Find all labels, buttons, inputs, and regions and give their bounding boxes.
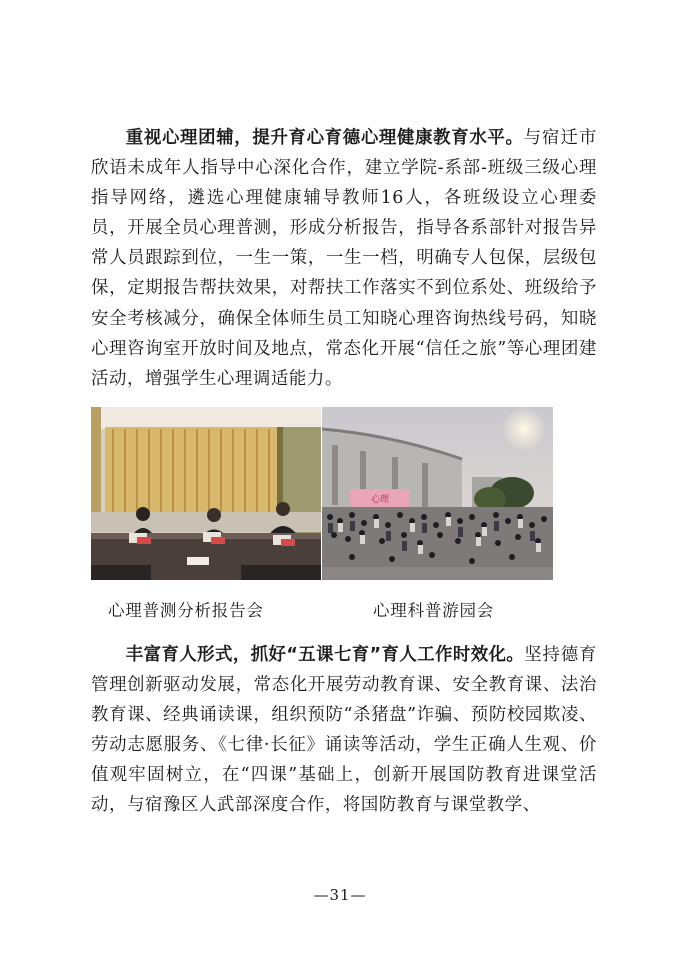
- paragraph-body: 坚持德育管理创新驱动发展，常态化开展劳动教育课、安全教育课、法治教育课、经典诵读课，组织预防“杀猪盘”诈骗、预防校园欺凌、劳动志愿服务、《七律·长征》诵读等活动，学生正确人生观、价值观牢固树立，在“四课”基础上，创新开展国防教育进课堂活动，与宿豫区人武部深度合作，将国防教育与课堂教学、: [91, 645, 598, 816]
- paragraph-heading: 丰富育人形式，抓好“五课七育”育人工作时效化。: [125, 645, 525, 665]
- paragraph-psychology: [91, 123, 597, 394]
- fair-photo: [322, 407, 553, 580]
- paragraph-heading: 重视心理团辅，提升育心育德心理健康教育水平。: [125, 128, 524, 148]
- paragraph-education-forms: [91, 640, 597, 821]
- fair-banner: 心理: [370, 495, 390, 505]
- left-photo-caption: 心理普测分析报告会: [108, 601, 264, 620]
- meeting-photo: [91, 407, 321, 580]
- page-number: —31—: [313, 886, 367, 904]
- right-photo-caption: 心理科普游园会: [373, 601, 495, 620]
- paragraph-body: 与宿迁市欣语未成年人指导中心深化合作，建立学院-系部-班级三级心理指导网络，遴选心理健康辅导教师16人，各班级设立心理委员，开展全员心理普测，形成分析报告，指导各系部针对报告异常人员跟踪到位，一生一策，一生一档，明确专人包保，层级包保，定期报告帮扶效果，对帮扶工作落实不到位系处、班级给予安全考核减分，确保全体师生员工知晓心理咨询热线号码，知晓心理咨询室开放时间及地点，常态化开展“信任之旅”等心理团建活动，增强学生心理调适能力。: [91, 128, 597, 389]
